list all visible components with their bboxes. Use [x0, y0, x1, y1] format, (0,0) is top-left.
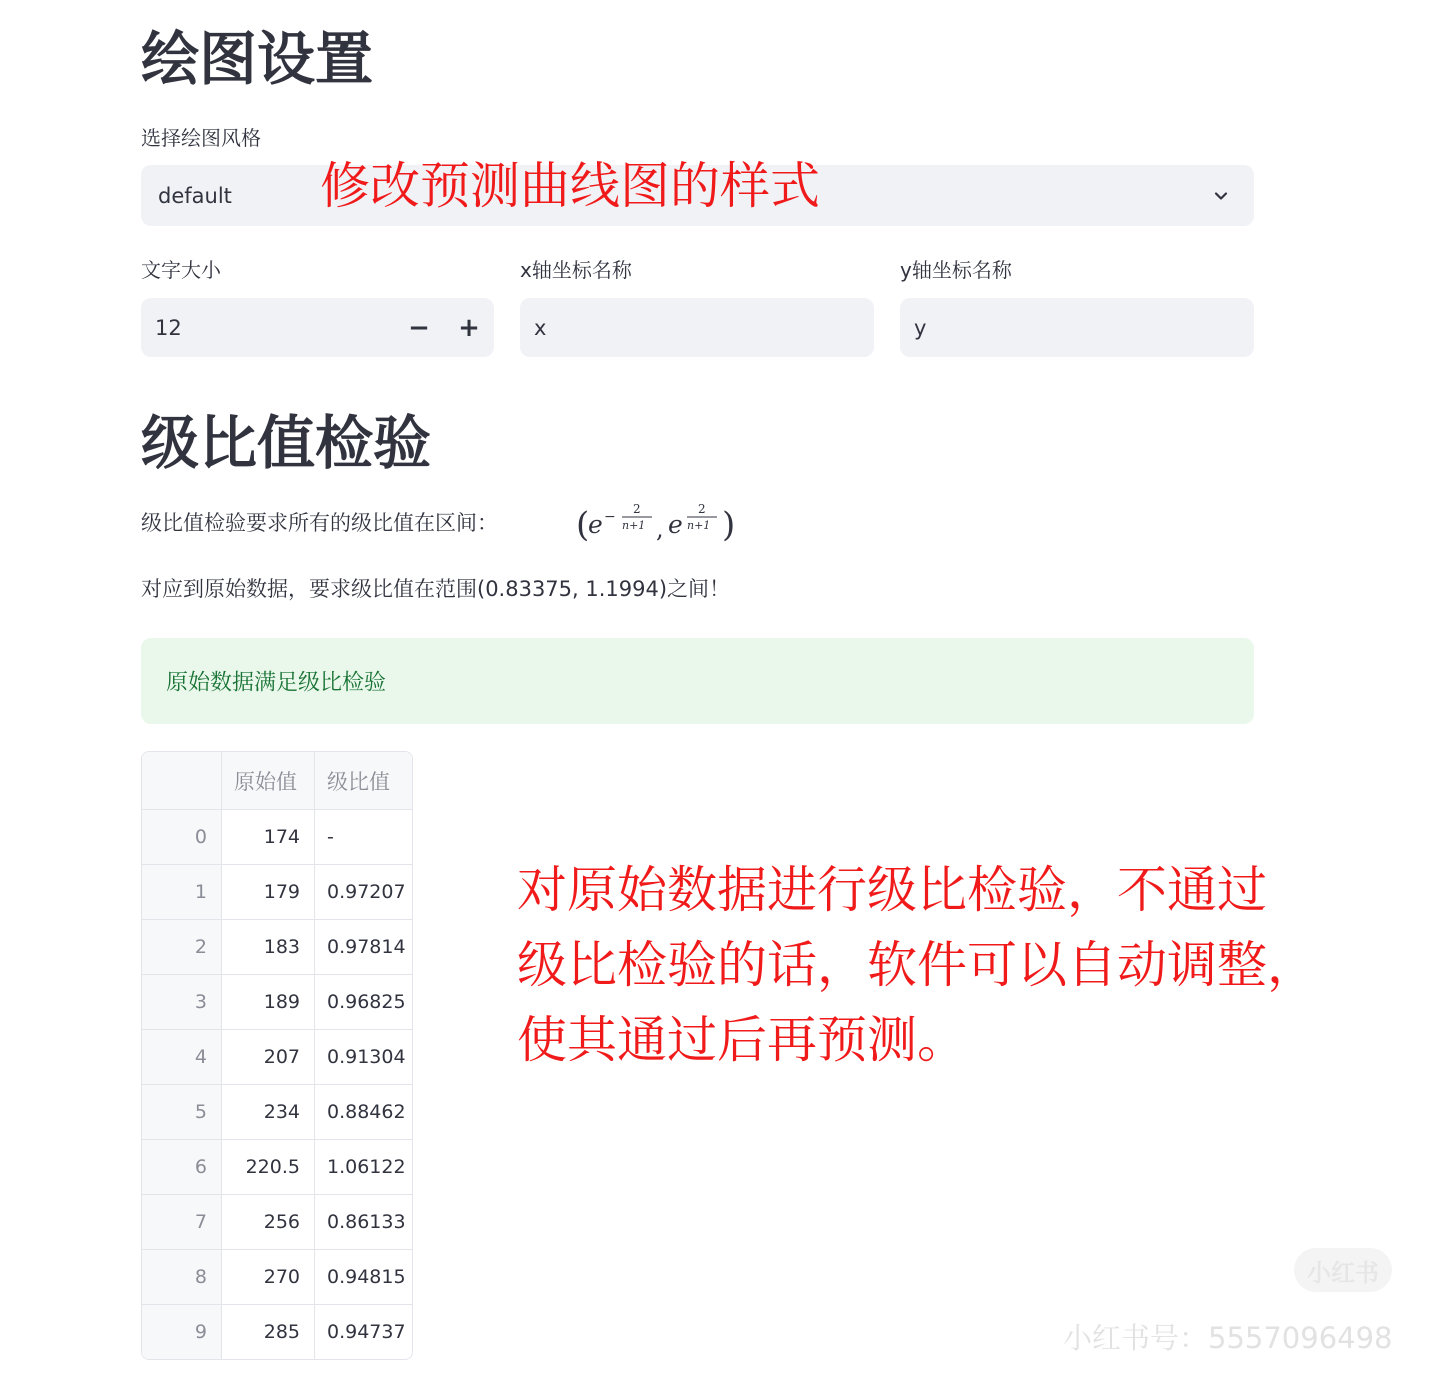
raw-value: 207: [222, 1030, 315, 1084]
y-axis-label: y轴坐标名称: [900, 258, 1012, 282]
svg-text:−: −: [604, 509, 616, 525]
raw-value: 270: [222, 1250, 315, 1304]
row-index: 0: [142, 810, 222, 864]
style-select-label: 选择绘图风格: [141, 126, 261, 150]
success-alert: [141, 638, 1254, 724]
raw-value: 183: [222, 920, 315, 974]
header-raw[interactable]: 原始值: [222, 752, 315, 809]
row-index: 8: [142, 1250, 222, 1304]
table-row[interactable]: [142, 864, 412, 919]
watermark-text: 小红书号：5557096498: [1063, 1321, 1393, 1355]
success-message: 原始数据满足级比检验: [166, 670, 387, 696]
ratio-value: 0.96825: [327, 991, 406, 1013]
row-index: 4: [142, 1030, 222, 1084]
ratio-value: 0.94815: [327, 1266, 406, 1288]
table-row[interactable]: [142, 809, 412, 864]
raw-value: 179: [222, 865, 315, 919]
svg-text:2: 2: [633, 502, 641, 516]
table-row[interactable]: [142, 919, 412, 974]
svg-text:2: 2: [698, 502, 706, 516]
svg-text:): ): [722, 505, 736, 545]
table-row[interactable]: [142, 1029, 412, 1084]
style-select-value: default: [158, 183, 232, 208]
raw-value: 220.5: [222, 1140, 315, 1194]
font-size-input[interactable]: [141, 298, 494, 357]
svg-text:e: e: [588, 510, 603, 539]
x-axis-name-value: x: [534, 315, 547, 340]
annotation-line: 级比检验的话，软件可以自动调整，: [517, 936, 1317, 994]
raw-value: 174: [222, 810, 315, 864]
range-description: 对应到原始数据，要求级比值在范围(0.83375, 1.1994)之间！: [141, 577, 731, 601]
row-index: 5: [142, 1085, 222, 1139]
header-index: [142, 752, 222, 809]
ratio-value: 0.86133: [327, 1211, 406, 1233]
annotation-line: 使其通过后再预测。: [517, 1011, 967, 1069]
raw-value: 256: [222, 1195, 315, 1249]
watermark-logo: 小红书: [1294, 1248, 1392, 1292]
ratio-value: 0.88462: [327, 1101, 406, 1123]
table-row[interactable]: [142, 1139, 412, 1194]
font-size-label: 文字大小: [141, 258, 221, 282]
x-axis-name-input[interactable]: [520, 298, 874, 357]
table-row[interactable]: [142, 974, 412, 1029]
row-index: 9: [142, 1305, 222, 1359]
raw-value: 285: [222, 1305, 315, 1359]
ratio-table[interactable]: [141, 751, 413, 1360]
raw-value: 189: [222, 975, 315, 1029]
increment-button[interactable]: +: [458, 312, 480, 343]
chevron-down-icon: [1214, 189, 1228, 203]
svg-text:n+1: n+1: [687, 519, 711, 532]
raw-value: 234: [222, 1085, 315, 1139]
table-row[interactable]: [142, 1304, 412, 1359]
y-axis-name-value: y: [914, 315, 927, 340]
row-index: 6: [142, 1140, 222, 1194]
ratio-value: 1.06122: [327, 1156, 406, 1178]
interval-formula: [576, 497, 738, 547]
annotation-line: 对原始数据进行级比检验，不通过: [517, 861, 1267, 919]
ratio-value: -: [327, 826, 334, 848]
decrement-button[interactable]: −: [408, 312, 430, 343]
row-index: 2: [142, 920, 222, 974]
x-axis-label: x轴坐标名称: [520, 258, 632, 282]
header-ratio[interactable]: 级比值: [327, 769, 390, 794]
table-row[interactable]: [142, 1249, 412, 1304]
ratio-value: 0.94737: [327, 1321, 406, 1343]
svg-text:,: ,: [656, 515, 664, 543]
row-index: 3: [142, 975, 222, 1029]
table-header-row: [142, 752, 412, 809]
plot-settings-title: 绘图设置: [141, 25, 374, 93]
font-size-value: 12: [155, 315, 182, 340]
svg-text:n+1: n+1: [622, 519, 646, 532]
ratio-check-title: 级比值检验: [141, 409, 432, 477]
svg-text:(: (: [576, 505, 590, 545]
row-index: 7: [142, 1195, 222, 1249]
svg-text:e: e: [668, 510, 683, 539]
table-row[interactable]: [142, 1084, 412, 1139]
ratio-value: 0.91304: [327, 1046, 406, 1068]
annotation-style: 修改预测曲线图的样式: [320, 157, 820, 215]
y-axis-name-input[interactable]: [900, 298, 1254, 357]
ratio-value: 0.97814: [327, 936, 406, 958]
ratio-value: 0.97207: [327, 881, 406, 903]
table-row[interactable]: [142, 1194, 412, 1249]
row-index: 1: [142, 865, 222, 919]
ratio-check-description: 级比值检验要求所有的级比值在区间：: [141, 511, 498, 535]
